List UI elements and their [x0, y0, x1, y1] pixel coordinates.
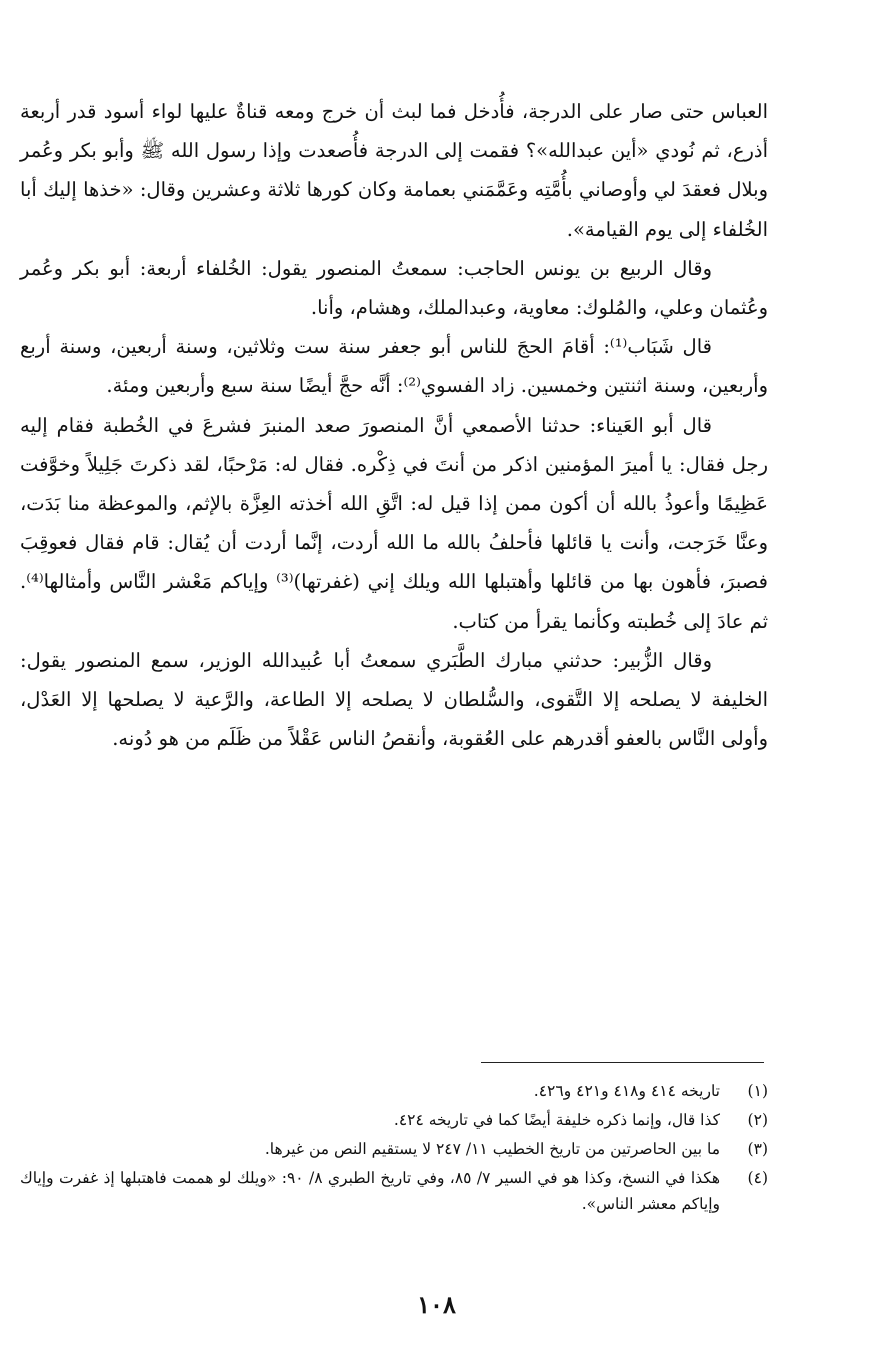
footnote-number: (٣): [747, 1140, 768, 1158]
paragraph-5: وقال الزُّبير: حدثني مبارك الطَّبَري سمعتُ أبا عُبيدالله الوزير، سمع المنصور يقول: الخليفة لا يصلحه إلا التَّقوى، والسُّلطان لا يصلحه إلا الطاعة، والرَّعية لا يصلحها إلا العَدْل، وأولى النَّاس بالعفو أقدرهم على العُقوبة، وأنقصُ الناس عَقْلاً من ظَلَم من هو دُونه.: [20, 648, 768, 751]
paragraph-3: قال شَبَاب⁽¹⁾: أقامَ الحجَ للناس أبو جعفر سنة ست وثلاثين، وسنة أربعين، وسنة أربع وأربعين، وسنة اثنتين وخمسين. زاد الفسوي⁽²⁾: أنَّه حجَّ أيضًا سنة سبع وأربعين ومئة.: [20, 335, 768, 398]
footnote-text: تاريخه ٤١٤ و٤١٨ و٤٢١ و٤٢٦.: [533, 1082, 720, 1100]
footnote-number: (٢): [747, 1111, 768, 1129]
paragraph-2: وقال الربيع بن يونس الحاجب: سمعتُ المنصور يقول: الخُلفاء أربعة: أبو بكر وعُمر وعُثمان وعلي، والمُلوك: معاوية، وعبدالملك، وهشام، وأنا.: [20, 256, 768, 320]
footnote-4: [20, 1165, 768, 1217]
footnote-3: [20, 1136, 768, 1162]
footnote-text: ما بين الحاصرتين من تاريخ الخطيب ١١/ ٢٤٧ لا يستقيم النص من غيرها.: [264, 1140, 720, 1158]
footnote-number: (٤): [747, 1169, 768, 1187]
footnote-2: [20, 1107, 768, 1133]
footnote-text: كذا قال، وإنما ذكره خليفة أيضًا كما في تاريخه ٤٢٤.: [393, 1111, 720, 1129]
paragraph-4: قال أبو العَيناء: حدثنا الأصمعي أنَّ المنصورَ صعد المنبرَ فشرعَ في الخُطبة فقام إليه رجل فقال: يا أميرَ المؤمنين اذكر من أنتَ في ذِكْره. فقال له: مَرْحبًا، لقد ذكرتَ جَلِيلاً وخوَّفت عَظِيمًا وأعوذُ بالله أن أكون ممن إذا قيل له: اتَّقِ الله أخذته العِزَّة بالإثم، والموعظة منا بَدَت، وعنَّا خَرَجت، وأنت يا قائلها فأحلفُ بالله ما الله أردت، إنَّما أردت أن يُقال: قام فقال فعوقِبَ فصبرَ، فأهون بها من قائلها وأهتبلها الله ويلك إني (غفرتها)⁽³⁾ وإياكم مَعْشر النَّاس وأمثالها⁽⁴⁾. ثم عادَ إلى خُطبته وكأنما يقرأ من كتاب.: [20, 413, 768, 633]
paragraph-1: العباس حتى صار على الدرجة، فأُدخل فما لبث أن خرج ومعه قناةٌ عليها لواء أسود قدر أربعة أذرع، ثم نُودي «أين عبدالله»؟ فقمت إلى الدرجة فأُصعدت وإذا رسول الله ﷺ وأبو بكر وعُمر وبلال فعقدَ لي وأوصاني بأُمَّتِه وعَمَّمَني بعمامة وكان كورها ثلاثة وعشرين وقال: «خذها إليك أبا الخُلفاء إلى يوم القيامة».: [20, 100, 768, 241]
footnote-1: [20, 1078, 768, 1104]
footnote-divider: [481, 1062, 764, 1063]
footnote-number: (١): [747, 1082, 768, 1100]
footnotes: [20, 1078, 768, 1220]
footnote-text: هكذا في النسخ، وكذا هو في السير ٧/ ٨٥، وفي تاريخ الطبري ٨/ ٩٠: «ويلك لو هممت فاهتبلها إذ غفرت وإياك وإياكم معشر الناس».: [20, 1169, 721, 1213]
page-number: ١٠٨: [417, 1290, 456, 1319]
main-text: [20, 92, 768, 758]
